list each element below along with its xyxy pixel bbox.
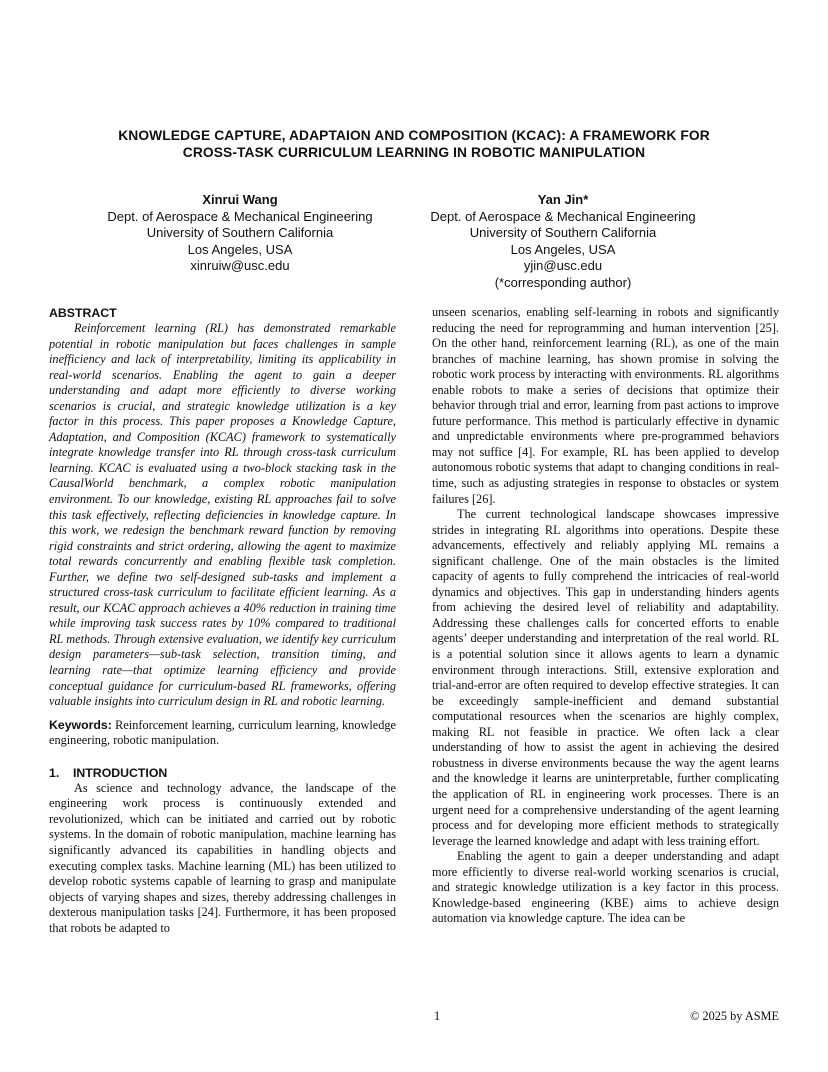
author-university: University of Southern California — [469, 225, 657, 240]
corresponding-author-note: (*corresponding author) — [494, 274, 632, 290]
introduction-heading — [49, 765, 396, 781]
keywords-text: Reinforcement learning, curriculum learning, knowledge engineering, robotic manipulation. — [49, 717, 396, 748]
title-line-1: KNOWLEDGE CAPTURE, ADAPTAION AND COMPOSITION (KCAC): A FRAMEWORK FOR — [118, 128, 710, 143]
author-department: Dept. of Aerospace & Mechanical Engineering — [430, 208, 696, 224]
intro-paragraph-1: As science and technology advance, the landscape of the engineering work process is continuously extended and revolutionized, which can be initiated and carried out by robotic systems. In the domain of robotic manipulation, machine learning has significantly advanced its capabilities in handling objects and executing complex tasks. Machine learning (ML) has been utilized to develop robotic systems capable of learning to grasp and manipulate objects of varying shapes and sizes, thereby addressing challenges in dexterous manipulation tasks [24]. Furthermore, it has been proposed that robots be adapted to — [49, 780, 396, 935]
section-number: 1. — [49, 765, 60, 780]
right-column — [432, 305, 779, 927]
author-department: Dept. of Aerospace & Mechanical Engineering — [107, 208, 373, 224]
abstract-heading: ABSTRACT — [49, 306, 117, 320]
author-name: Yan Jin* — [537, 192, 589, 207]
intro-paragraph-2: The current technological landscape showcases impressive strides in integrating RL algorithms into operations. Despite these advancements, effectively and reliably applying ML remains a significant challenge. One of the main obstacles is the limited capacity of agents to fully comprehend the intricacies of real-world dynamics and objectives. This gap in understanding hinders agents from achieving the desired level of reliability and adaptability. Addressing these challenges calls for concerted efforts to enable agents’ deeper understanding and interpretation of the real world. RL is a potential solution since it allows agents to learn a dynamic environment through interactions. Still, extensive exploration and trial-and-error are often required to develop effective strategies. It can be exceedingly sample-inefficient and demand substantial computational resources when the scenarios are highly complex, making RL not feasible in practice. We often lack a clear understanding of how to assist the agent in achieving the desired robustness in diverse environments because the way the agent learns and the knowledge it learns are uninterpretable, further complicating the application of RL in engineering work processes. There is an urgent need for a comprehensive understanding of the agent learning process and for developing more efficient methods to strategically leverage the learned knowledge and adapt with less training effort. — [432, 507, 779, 848]
keywords — [49, 718, 396, 749]
author-name: Xinrui Wang — [202, 192, 278, 207]
left-column — [49, 305, 396, 936]
author-university: University of Southern California — [146, 225, 334, 240]
page-number: 1 — [434, 1009, 441, 1023]
author-location: Los Angeles, USA — [510, 241, 616, 257]
title-line-2: CROSS-TASK CURRICULUM LEARNING IN ROBOTIC MANIPULATION — [182, 145, 646, 160]
copyright-notice: © 2025 by ASME — [690, 1009, 779, 1023]
section-title: INTRODUCTION — [73, 765, 168, 780]
abstract-text: Reinforcement learning (RL) has demonstrated remarkable potential in robotic manipulation but faces challenges in sample inefficiency and lack of interpretability, limiting its applicability in real-world scenarios. Enabling the agent to gain a deeper understanding and adapt more efficiently to diverse working scenarios is crucial, and strategic knowledge utilization is a key factor in this process. This paper proposes a Knowledge Capture, Adaptation, and Composition (KCAC) framework to systematically integrate knowledge transfer into RL through cross-task curriculum learning. KCAC is evaluated using a two-block stacking task in the CausalWorld benchmark, a complex robotic manipulation environment. To our knowledge, existing RL approaches fail to solve this task effectively, reflecting deficiencies in knowledge capture. In this work, we redesign the benchmark reward function by removing rigid constraints and strict ordering, allowing the agent to maximize total rewards concurrently and enabling flexible task completion. Further, we define two self-designed sub-tasks and implement a structured cross-task curriculum to facilitate efficient learning. As a result, our KCAC approach achieves a 40% reduction in training time while improving task success rates by 10% compared to traditional RL methods. Through extensive evaluation, we identify key curriculum design parameters—sub-task selection, transition timing, and learning rate—that optimize learning efficiency and provide conceptual guidance for curriculum-based RL frameworks, offering valuable insights into curriculum design in RL and robotic learning. — [49, 321, 396, 709]
paper-title — [60, 127, 768, 161]
keywords-label: Keywords: — [49, 717, 112, 732]
author-email: xinruiw@usc.edu — [190, 258, 290, 273]
author-email: yjin@usc.edu — [523, 258, 603, 273]
author-location: Los Angeles, USA — [187, 241, 293, 257]
intro-paragraph-1-continued: unseen scenarios, enabling self-learning in robots and significantly reducing the need for reprogramming and human intervention [25]. On the other hand, reinforcement learning (RL), as one of the main branches of machine learning, has shown promise in solving the robotic work process by interacting with environments. RL algorithms enable robots to make a series of decisions that optimize their behavior through trial and error, learning from past actions to improve future performance. This method is particularly effective in dynamic and unpredictable environments where pre-programmed behaviors may not suffice [4]. For example, RL has been applied to develop autonomous robotic systems that adapt to changing conditions in real-time, such as adjusting strategies in response to obstacles or system failures [26]. — [432, 305, 779, 506]
author-block-2 — [373, 192, 753, 291]
intro-paragraph-3: Enabling the agent to gain a deeper understanding and adapt more efficiently to diverse real-world working scenarios is crucial, and strategic knowledge utilization is a key factor in this process. Knowledge-based engineering (KBE) aims to achieve design automation via knowledge capture. The idea can be — [432, 849, 779, 926]
